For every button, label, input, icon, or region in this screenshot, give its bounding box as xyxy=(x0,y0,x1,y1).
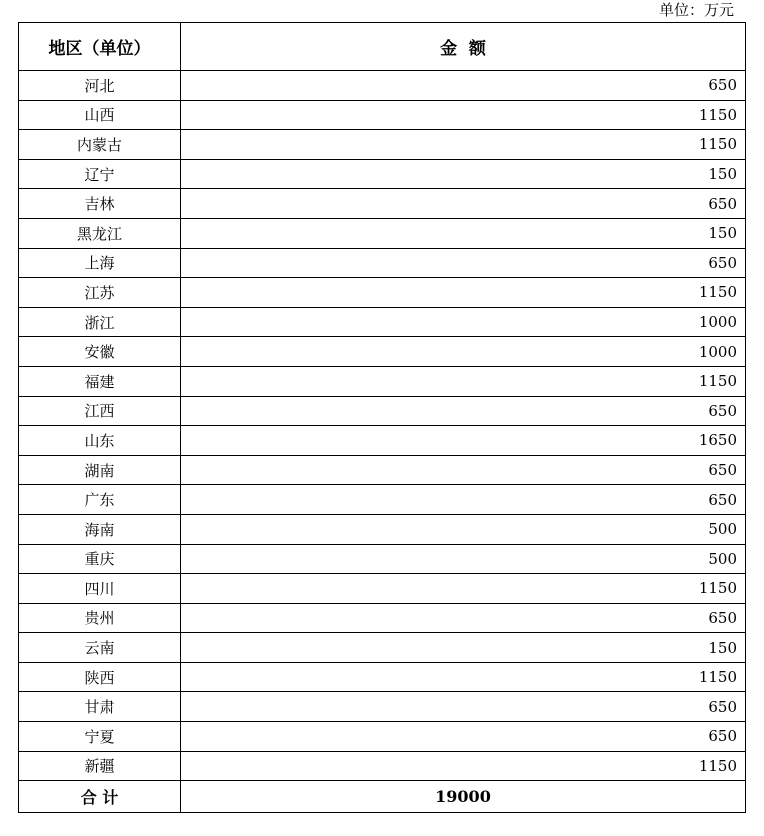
region-column-header: 地区（单位） xyxy=(19,23,181,71)
region-cell: 甘肃 xyxy=(19,692,181,722)
amount-cell: 650 xyxy=(181,396,746,426)
amount-cell: 150 xyxy=(181,159,746,189)
table-row xyxy=(19,366,746,396)
region-cell: 陕西 xyxy=(19,662,181,692)
amount-cell: 650 xyxy=(181,71,746,101)
region-cell: 云南 xyxy=(19,633,181,663)
region-cell: 安徽 xyxy=(19,337,181,367)
region-cell: 四川 xyxy=(19,574,181,604)
table-row xyxy=(19,396,746,426)
unit-note: 单位：万元 xyxy=(658,1,734,19)
region-cell: 湖南 xyxy=(19,455,181,485)
amount-cell: 650 xyxy=(181,603,746,633)
table-row xyxy=(19,692,746,722)
amount-column-header: 金 额 xyxy=(181,23,746,71)
region-cell: 江西 xyxy=(19,396,181,426)
table-row xyxy=(19,307,746,337)
amount-cell: 1150 xyxy=(181,278,746,308)
amount-cell: 1000 xyxy=(181,307,746,337)
amount-cell: 1650 xyxy=(181,426,746,456)
region-cell: 内蒙古 xyxy=(19,130,181,160)
table-row xyxy=(19,544,746,574)
table-row xyxy=(19,722,746,752)
table-row xyxy=(19,159,746,189)
amount-cell: 1150 xyxy=(181,366,746,396)
region-cell: 广东 xyxy=(19,485,181,515)
region-cell: 重庆 xyxy=(19,544,181,574)
amount-cell: 500 xyxy=(181,544,746,574)
region-cell: 福建 xyxy=(19,366,181,396)
table-row xyxy=(19,574,746,604)
table-row xyxy=(19,130,746,160)
region-cell: 海南 xyxy=(19,514,181,544)
amount-cell: 1150 xyxy=(181,751,746,781)
table-row xyxy=(19,278,746,308)
amount-cell: 650 xyxy=(181,485,746,515)
amount-cell: 150 xyxy=(181,633,746,663)
amount-cell: 650 xyxy=(181,722,746,752)
amount-cell: 650 xyxy=(181,692,746,722)
table-row xyxy=(19,455,746,485)
amount-cell: 500 xyxy=(181,514,746,544)
amount-cell: 650 xyxy=(181,455,746,485)
region-cell: 山西 xyxy=(19,100,181,130)
table-row xyxy=(19,485,746,515)
region-cell: 上海 xyxy=(19,248,181,278)
region-cell: 贵州 xyxy=(19,603,181,633)
total-row xyxy=(19,781,746,813)
table-row xyxy=(19,633,746,663)
table-row xyxy=(19,426,746,456)
table-row xyxy=(19,100,746,130)
table-row xyxy=(19,71,746,101)
table-body xyxy=(19,71,746,781)
allocation-table xyxy=(18,22,746,813)
region-cell: 吉林 xyxy=(19,189,181,219)
table-row xyxy=(19,603,746,633)
amount-cell: 1150 xyxy=(181,100,746,130)
table-row xyxy=(19,337,746,367)
region-cell: 新疆 xyxy=(19,751,181,781)
table-row xyxy=(19,662,746,692)
region-cell: 辽宁 xyxy=(19,159,181,189)
region-cell: 浙江 xyxy=(19,307,181,337)
amount-cell: 1150 xyxy=(181,662,746,692)
table-row xyxy=(19,514,746,544)
table-row xyxy=(19,751,746,781)
amount-cell: 1150 xyxy=(181,130,746,160)
region-cell: 黑龙江 xyxy=(19,218,181,248)
total-amount: 19000 xyxy=(181,781,746,813)
amount-cell: 1150 xyxy=(181,574,746,604)
region-cell: 河北 xyxy=(19,71,181,101)
total-label: 合 计 xyxy=(19,781,181,813)
table-row xyxy=(19,248,746,278)
amount-cell: 150 xyxy=(181,218,746,248)
header-row xyxy=(19,23,746,71)
table-row xyxy=(19,189,746,219)
region-cell: 江苏 xyxy=(19,278,181,308)
region-cell: 山东 xyxy=(19,426,181,456)
amount-cell: 1000 xyxy=(181,337,746,367)
region-cell: 宁夏 xyxy=(19,722,181,752)
amount-cell: 650 xyxy=(181,248,746,278)
table-row xyxy=(19,218,746,248)
amount-cell: 650 xyxy=(181,189,746,219)
